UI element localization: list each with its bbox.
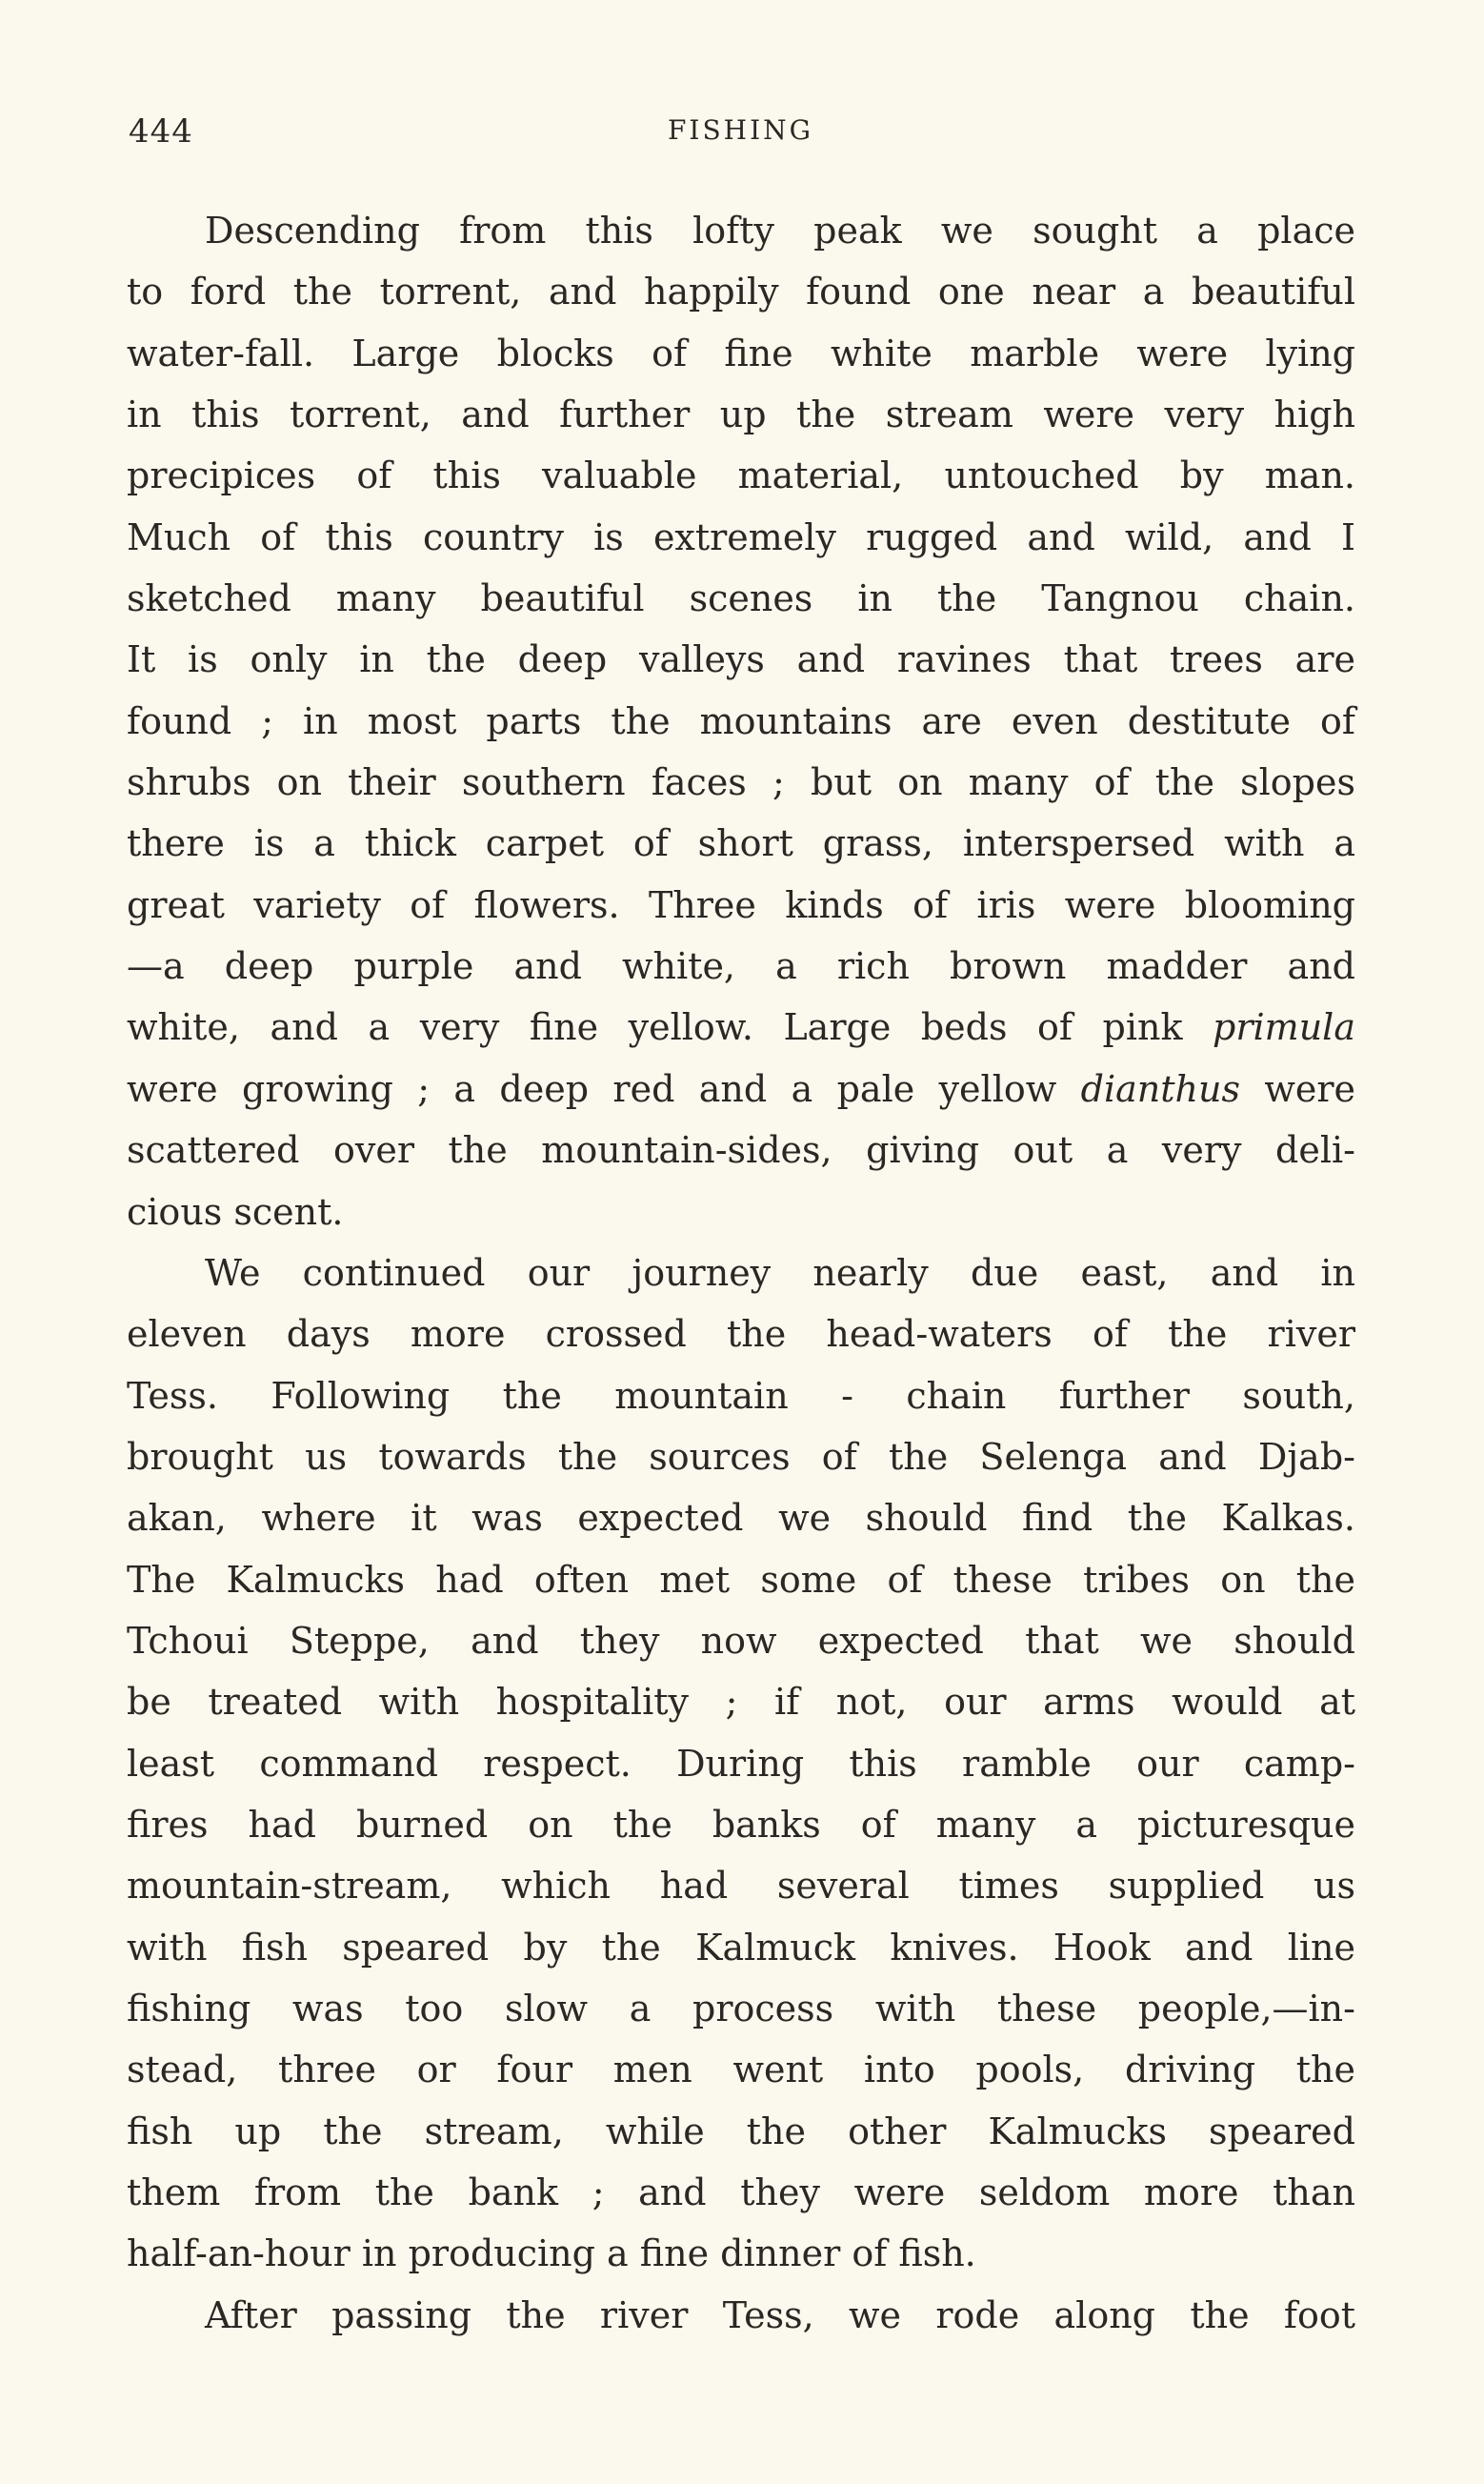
text-line: great variety of flowers. Three kinds of iris were blooming — [127, 883, 1355, 926]
text-line: to ford the torrent, and happily found one near a beautiful — [127, 271, 1355, 313]
text-line: Tchoui Steppe, and they now expected that we should — [127, 1619, 1355, 1662]
text-line: mountain-stream, which had several times supplied us — [127, 1865, 1355, 1908]
text-line: were growing ; a deep red and a pale yellow dianthus were — [127, 1067, 1355, 1110]
text-line: with fish speared by the Kalmuck knives. Hook and line — [127, 1926, 1355, 1969]
text-line: The Kalmucks had often met some of these tribes on the — [127, 1558, 1355, 1601]
page-number: 444 — [129, 112, 193, 151]
text-line: found ; in most parts the mountains are even destitute of — [127, 699, 1355, 742]
italic-term: dianthus — [1080, 1067, 1240, 1110]
text-line: half-an-hour in producing a fine dinner of fish. — [127, 2232, 976, 2275]
text-line: Tess. Following the mountain - chain further south, — [127, 1374, 1355, 1417]
text-line: be treated with hospitality ; if not, our arms would at — [127, 1681, 1355, 1724]
text-line: eleven days more crossed the head-waters of the river — [127, 1313, 1355, 1356]
text-line: akan, where it was expected we should find the Kalkas. — [127, 1497, 1355, 1540]
text-line: —a deep purple and white, a rich brown madder and — [127, 945, 1355, 988]
text-line: sketched many beautiful scenes in the Tangnou chain. — [127, 577, 1355, 620]
text-line: fishing was too slow a process with these people,—in- — [127, 1987, 1355, 2030]
text-line: shrubs on their southern faces ; but on many of the slopes — [127, 761, 1355, 804]
text-line: them from the bank ; and they were seldom more than — [127, 2171, 1355, 2213]
text-line: cious scent. — [127, 1190, 344, 1233]
text-line: in this torrent, and further up the stream were very high — [127, 394, 1355, 436]
text-line: there is a thick carpet of short grass, interspersed with a — [127, 822, 1355, 865]
text-line: After passing the river Tess, we rode along the foot — [205, 2293, 1355, 2336]
text-line: precipices of this valuable material, untouched by man. — [127, 454, 1355, 497]
text-line: Descending from this lofty peak we sought a place — [205, 210, 1355, 252]
page-header — [129, 112, 1353, 160]
text-line: It is only in the deep valleys and ravines that trees are — [127, 638, 1355, 681]
text-line: water-fall. Large blocks of fine white marble were lying — [127, 332, 1355, 374]
italic-term: primula — [1213, 1006, 1355, 1049]
text-line: scattered over the mountain-sides, giving out a very deli- — [127, 1129, 1355, 1172]
text-line: fires had burned on the banks of many a picturesque — [127, 1803, 1355, 1846]
body-text — [127, 200, 1355, 2346]
text-line: fish up the stream, while the other Kalmucks speared — [127, 2110, 1355, 2152]
text-line: stead, three or four men went into pools, driving the — [127, 2049, 1355, 2091]
text-line: white, and a very fine yellow. Large beds of pink primula — [127, 1006, 1355, 1049]
text-line: We continued our journey nearly due east, and in — [205, 1251, 1355, 1294]
text-line: Much of this country is extremely rugged and wild, and I — [127, 515, 1355, 558]
running-head: FISHING — [667, 114, 813, 146]
text-line: least command respect. During this ramble our camp- — [127, 1742, 1355, 1785]
text-line: brought us towards the sources of the Selenga and Djab- — [127, 1435, 1355, 1478]
